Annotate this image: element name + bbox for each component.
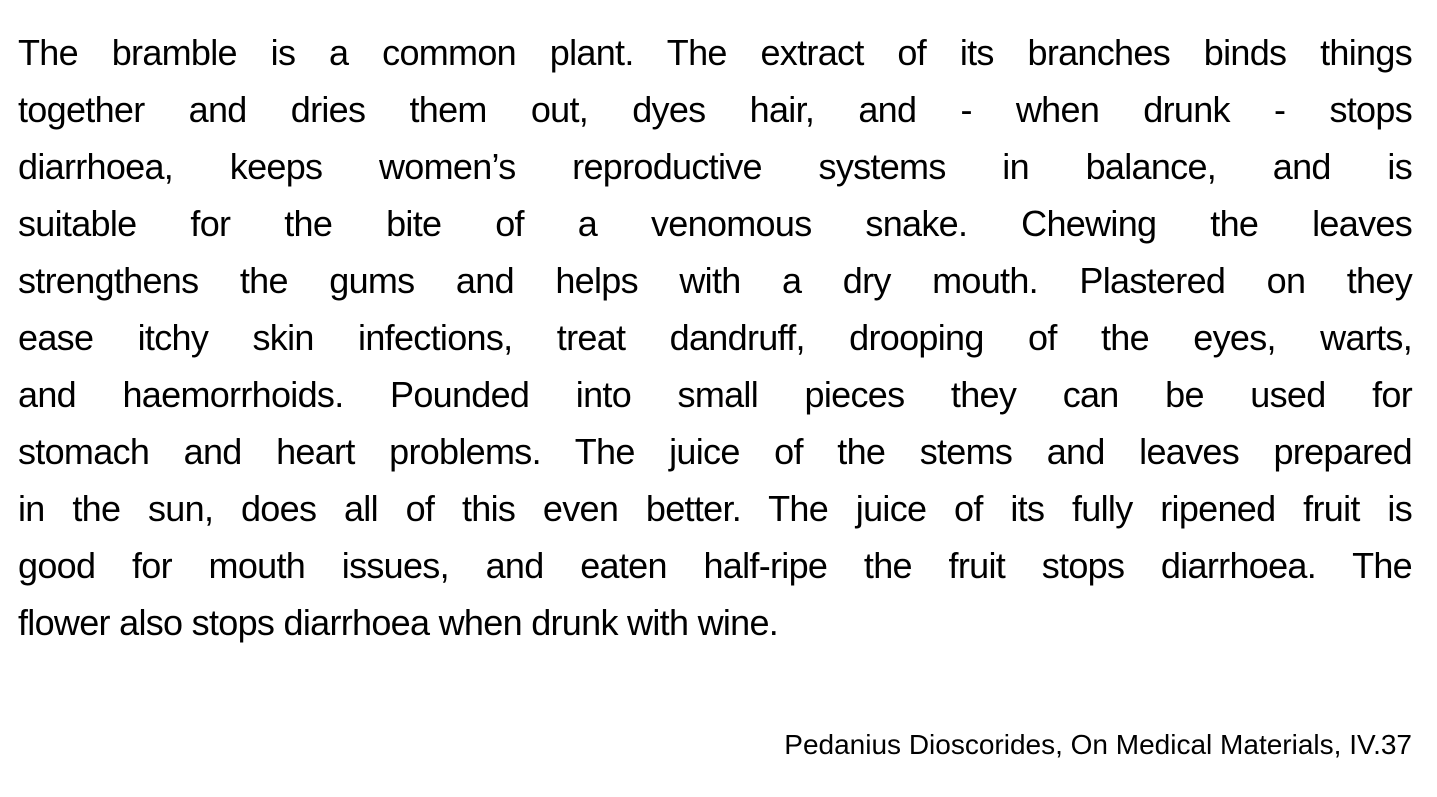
quote-line: and haemorrhoids. Pounded into small pieces they can be used for xyxy=(18,374,1412,415)
quote-line: The bramble is a common plant. The extract of its branches binds things xyxy=(18,32,1412,73)
quote-line: in the sun, does all of this even better. The juice of its fully ripened fruit is xyxy=(18,488,1412,529)
citation: Pedanius Dioscorides, On Medical Materials, IV.37 xyxy=(784,729,1412,760)
quote-line: suitable for the bite of a venomous snake. Chewing the leaves xyxy=(18,203,1412,244)
quote-line: strengthens the gums and helps with a dry mouth. Plastered on they xyxy=(18,260,1412,301)
quote-line: together and dries them out, dyes hair, and - when drunk - stops xyxy=(18,89,1412,130)
quote-line: good for mouth issues, and eaten half-ripe the fruit stops diarrhoea. The xyxy=(18,545,1412,586)
quote-line: diarrhoea, keeps women’s reproductive systems in balance, and is xyxy=(18,146,1412,187)
quote-line: stomach and heart problems. The juice of the stems and leaves prepared xyxy=(18,431,1412,472)
quote-line: flower also stops diarrhoea when drunk with wine. xyxy=(18,602,779,643)
quote-line: ease itchy skin infections, treat dandruff, drooping of the eyes, warts, xyxy=(18,317,1412,358)
